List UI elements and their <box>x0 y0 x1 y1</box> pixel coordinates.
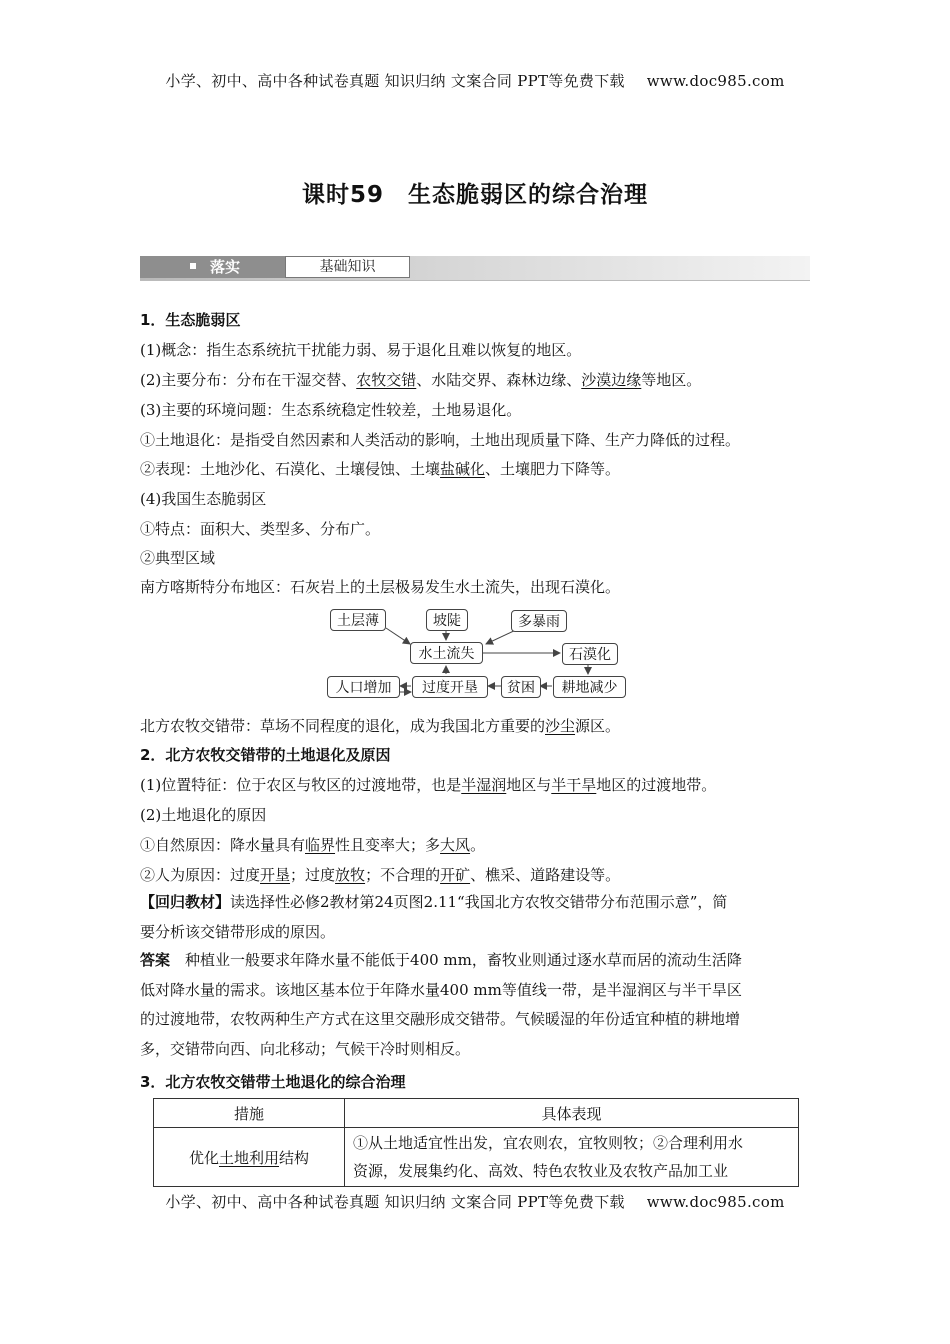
env-problem-line: (3)主要的环境问题：生态系统稳定性较差，土地易退化。 <box>140 401 522 419</box>
table-header-measure: 措施 <box>154 1099 345 1128</box>
rocky-desertification-diagram <box>320 606 640 702</box>
answer-line-2: 低对降水量的需求。该地区基本位于年降水量400 mm等值线一带，是半湿润区与半干旱区 <box>140 980 742 999</box>
box-heavy-rain: 多暴雨 <box>511 610 567 632</box>
answer-block <box>140 946 812 1064</box>
footer-url[interactable]: www.doc985.com <box>646 1193 785 1211</box>
box-soil-erosion: 水土流失 <box>410 642 483 664</box>
review-question <box>140 888 812 947</box>
box-steep-slope: 坡陡 <box>426 609 468 631</box>
detail-line-2: 资源，发展集约化、高效、特色农牧业及农牧产品加工业 <box>353 1162 729 1180</box>
section-3-heading: 3．北方农牧交错带土地退化的综合治理 <box>140 1073 406 1091</box>
detail-line-1: ①从土地适宜性出发，宜农则农，宜牧则牧；②合理利用水 <box>353 1134 744 1152</box>
measures-table <box>153 1098 799 1187</box>
table-cell-detail <box>345 1128 799 1187</box>
box-over-reclamation: 过度开垦 <box>412 676 488 698</box>
table-cell-measure: 优化土地利用结构 <box>154 1128 345 1187</box>
answer-line-4: 多，交错带向西、向北移动；气候干冷时则相反。 <box>140 1039 471 1058</box>
review-line-1: 【回归教材】读选择性必修2教材第24页图2.11“我国北方农牧交错带分布范围示意”，简 <box>140 893 728 911</box>
degradation-line: ①土地退化：是指受自然因素和人类活动的影响，土地出现质量下降、生产力降低的过程。 <box>140 431 741 449</box>
header-text: 小学、初中、高中各种试卷真题 知识归纳 文案合同 PPT等免费下载 <box>165 72 625 90</box>
page-title: 课时59 生态脆弱区的综合治理 <box>301 182 648 208</box>
cause-heading: (2)土地退化的原因 <box>140 806 267 824</box>
box-thin-soil: 土层薄 <box>330 609 386 631</box>
feature-line: ①特点：面积大、类型多、分布广。 <box>140 520 381 538</box>
answer-tag: 答案 <box>140 951 171 969</box>
page-footer <box>0 1191 950 1212</box>
typical-line: ②典型区域 <box>140 549 216 567</box>
section-1-heading: 1．生态脆弱区 <box>140 311 241 329</box>
answer-line-1: 答案 种植业一般要求年降水量不能低于400 mm，畜牧业则通过逐水草而居的流动生活降 <box>140 951 742 969</box>
table-header-row <box>154 1099 799 1128</box>
concept-line: (1)概念：指生态系统抗干扰能力弱、易于退化且难以恢复的地区。 <box>140 341 582 359</box>
table-header-detail: 具体表现 <box>345 1099 799 1128</box>
footer-text: 小学、初中、高中各种试卷真题 知识归纳 文案合同 PPT等免费下载 <box>165 1193 625 1211</box>
section-bar <box>140 256 810 281</box>
review-line-2: 要分析该交错带形成的原因。 <box>140 922 336 941</box>
box-poverty: 贫困 <box>501 676 541 698</box>
performance-line: ②表现：土地沙化、石漠化、土壤侵蚀、土壤盐碱化、土壤肥力下降等。 <box>140 460 621 478</box>
natural-cause-line: ①自然原因：降水量具有临界性且变率大；多大风。 <box>140 836 486 854</box>
box-rocky-desertification: 石漠化 <box>562 643 618 665</box>
answer-line-3: 的过渡地带，农牧两种生产方式在这里交融形成交错带。气候暖湿的年份适宜种植的耕地增 <box>140 1010 741 1029</box>
human-cause-line: ②人为原因：过度开垦；过度放牧；不合理的开矿、樵采、道路建设等。 <box>140 866 621 884</box>
location-line: (1)位置特征：位于农区与牧区的过渡地带，也是半湿润地区与半干旱地区的过渡地带。 <box>140 776 717 794</box>
china-fragile-line: (4)我国生态脆弱区 <box>140 490 267 508</box>
box-population-growth: 人口增加 <box>327 676 400 698</box>
table-row <box>154 1128 799 1187</box>
arrow-soil-erosion <box>386 628 410 644</box>
box-farmland-decrease: 耕地减少 <box>553 676 626 698</box>
header-url[interactable]: www.doc985.com <box>646 72 785 90</box>
section-bar-tag: 基础知识 <box>285 256 410 278</box>
page-header <box>0 70 950 91</box>
review-tag: 【回归教材】 <box>140 893 231 911</box>
section-2-heading: 2．北方农牧交错带的土地退化及原因 <box>140 746 391 764</box>
distribution-line: (2)主要分布：分布在干湿交替、农牧交错、水陆交界、森林边缘、沙漠边缘等地区。 <box>140 371 702 389</box>
square-icon <box>190 263 196 269</box>
section-bar-lead: 落实 <box>140 256 285 278</box>
karst-line: 南方喀斯特分布地区：石灰岩上的土层极易发生水土流失，出现石漠化。 <box>140 578 621 596</box>
north-belt-line: 北方农牧交错带：草场不同程度的退化，成为我国北方重要的沙尘源区。 <box>140 717 621 735</box>
